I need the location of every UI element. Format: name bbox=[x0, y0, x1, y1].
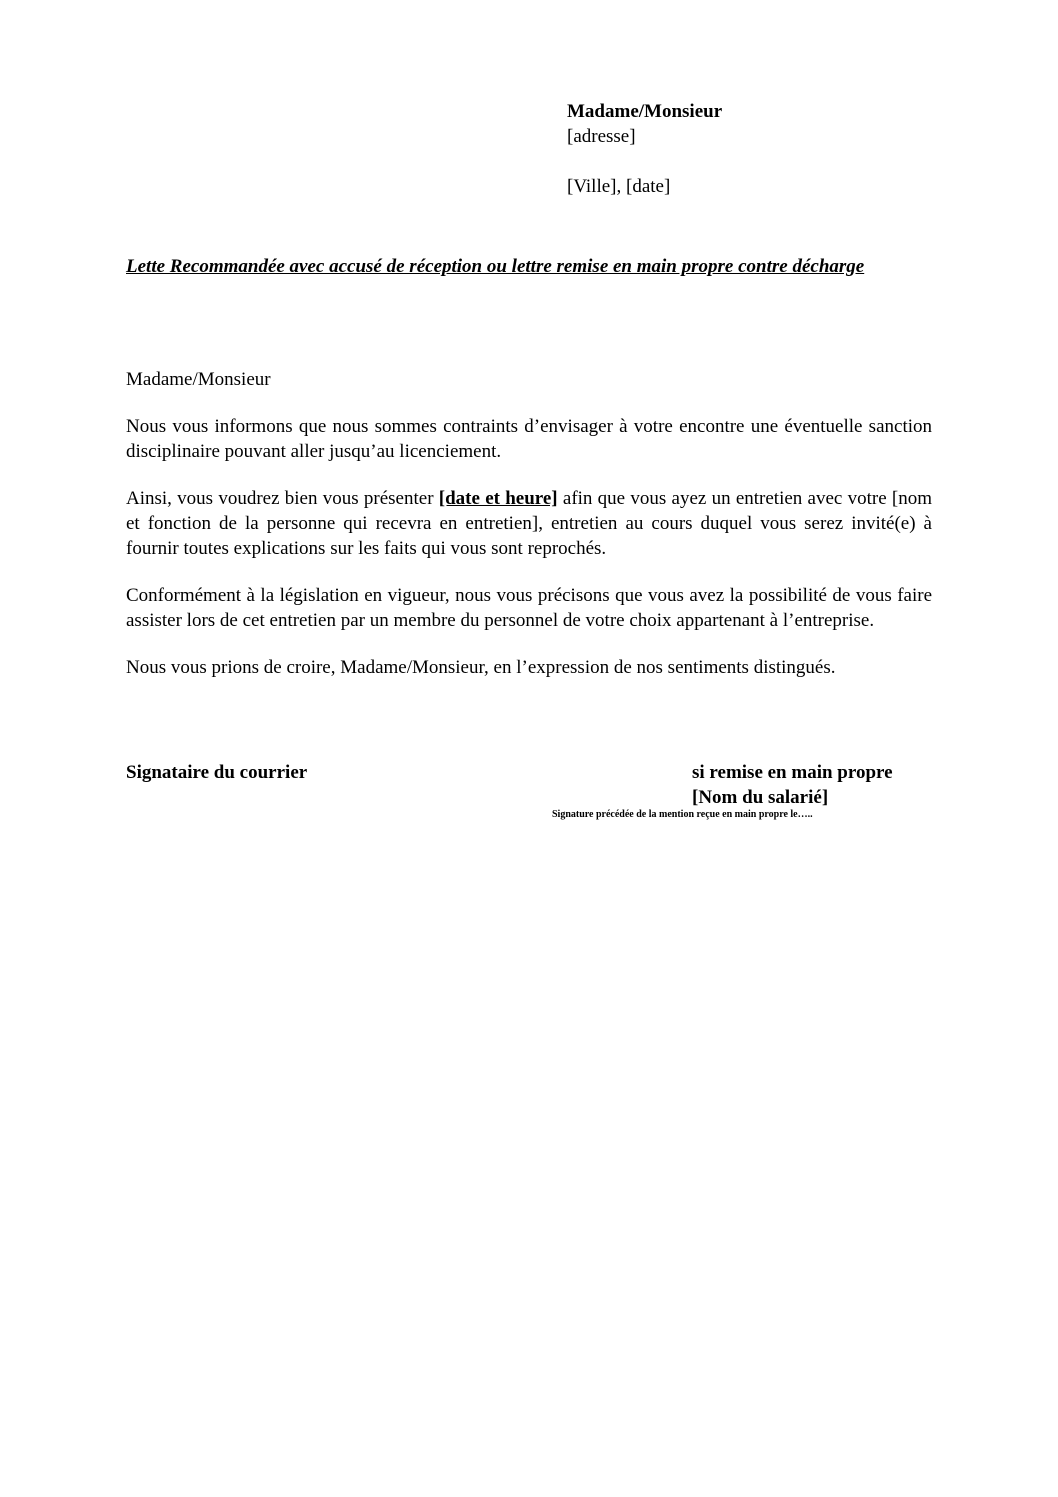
place-date: [Ville], [date] bbox=[567, 176, 671, 197]
paragraph-2 bbox=[126, 486, 932, 561]
recipient-name: Madame/Monsieur bbox=[567, 101, 723, 122]
recipient-address: [adresse] bbox=[567, 126, 636, 147]
paragraph-4: Nous vous prions de croire, Madame/Monsieur, en l’expression de nos sentiments distingués. bbox=[126, 657, 836, 678]
employee-name-placeholder: [Nom du salarié] bbox=[692, 787, 829, 808]
salutation: Madame/Monsieur bbox=[126, 369, 271, 390]
recipient-block bbox=[567, 99, 722, 199]
letter-body bbox=[126, 367, 932, 702]
signature-note: Signature précédée de la mention reçue en main propre le….. bbox=[552, 809, 813, 820]
date-time-placeholder: [date et heure] bbox=[438, 488, 558, 509]
paragraph-1: Nous vous informons que nous sommes contraints d’envisager à votre encontre une éventuelle sanction disciplinaire pouvant aller jusqu’au licenciement. bbox=[126, 416, 932, 462]
employee-signature-block bbox=[692, 760, 893, 810]
paragraph-3: Conformément à la législation en vigueur, nous vous précisons que vous avez la possibilité de vous faire assister lors de cet entretien par un membre du personnel de votre choix appartenant à l’entreprise. bbox=[126, 585, 932, 631]
hand-delivery-label: si remise en main propre bbox=[692, 762, 893, 783]
signatory-label: Signataire du courrier bbox=[126, 762, 308, 783]
paragraph-2-start: Ainsi, vous voudrez bien vous présenter bbox=[126, 488, 439, 509]
letter-subject: Lette Recommandée avec accusé de réception ou lettre remise en main propre contre décharge bbox=[126, 256, 865, 277]
paragraph-2-end: afin que vous ayez un entretien avec votre [nom et fonction de la personne qui recevra en entretien], entretien au cours duquel vous serez invité(e) à fournir toutes explications sur les faits qui vous sont reprochés. bbox=[126, 488, 932, 559]
